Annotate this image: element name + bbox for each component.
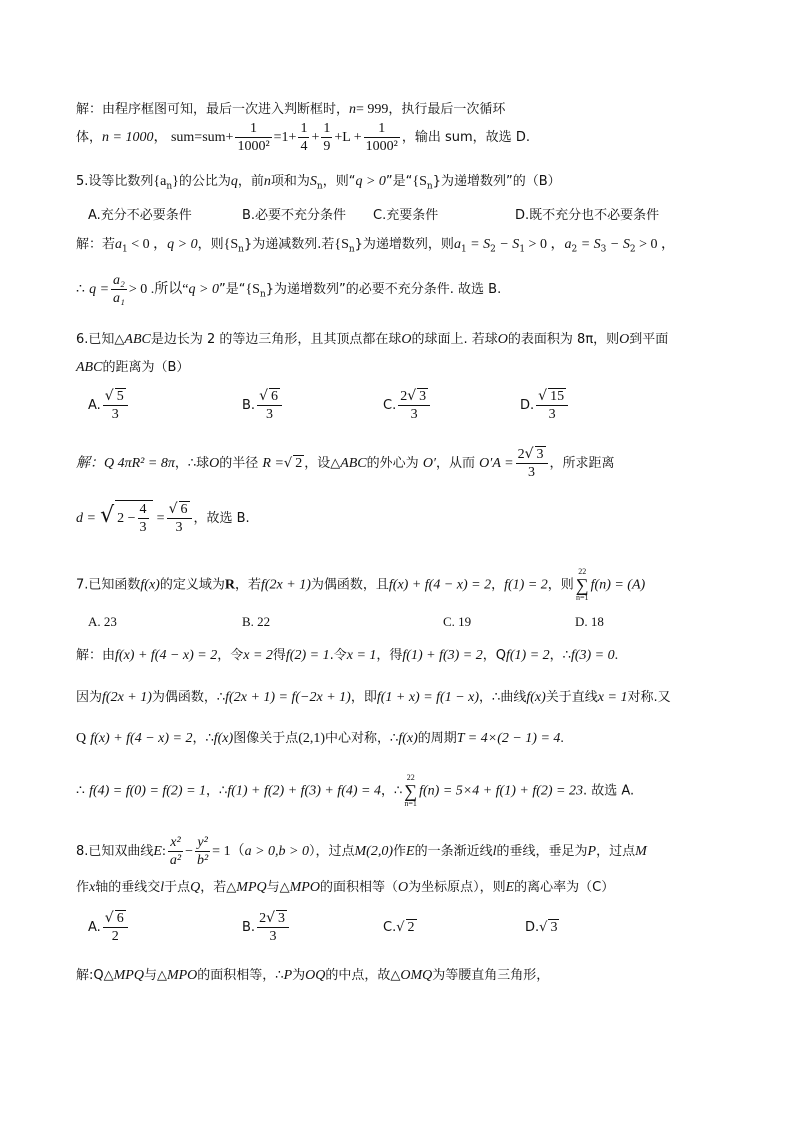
p5-option-d: D.既不充分也不必要条件 [515, 208, 660, 223]
p5-solution-line-2: ∴ q = $\frac{\text{a₂}}{\text{a₁}}$ > 0 .所以“q > 0”是“$\{S_n\}$为递增数列”的必要不充分条件. 故选 B. [76, 273, 502, 306]
p8-option-b: B. $\frac{2√ 3}{3}$ [242, 910, 291, 945]
p7-solution-line-3: Q f(x) + f(4 − x) = 2，∴f(x)图像关于点(2,1)中心对称，∴f(x)的周期T = 4×(2 − 1) = 4. [76, 731, 564, 746]
p6-option-b: B. $\frac{√ 6}{3}$ [242, 388, 284, 423]
p4-solution-line-1 [76, 98, 505, 118]
text: ，输出 sum，故选 D. [401, 130, 530, 145]
p8-question-line-2: 作x轴的垂线交l于点Q，若△MPQ与△MPO的面积相等（O为坐标原点），则E的离心率为（C） [76, 880, 615, 895]
text: ，执行最后一次循环 [388, 102, 506, 117]
p8-option-a: A. $\frac{√ 6}{2}$ [88, 910, 130, 945]
p5-option-a: A.充分不必要条件 [88, 208, 192, 223]
p7-option-c: C. 19 [443, 614, 472, 629]
math: ， sum=sum+ [153, 130, 234, 145]
p8-solution-line-1: 解:Q△MPQ与△MPO的面积相等，∴P为OQ的中点，故△OMQ为等腰直角三角形， [76, 968, 550, 983]
p7-solution-line-1: 解：由f(x) + f(4 − x) = 2，令x = 2得f(2) = 1.令x = 1，得f(1) + f(3) = 2，Qf(1) = 2，∴f(3) = 0. [76, 648, 619, 663]
p6-question-line-2: ABC的距离为（B） [76, 360, 190, 375]
p6-option-c: C. $\frac{2√ 3}{3}$ [383, 388, 432, 423]
p7-option-b: B. 22 [242, 614, 271, 629]
p7-option-a: A. 23 [88, 614, 117, 629]
p7-question: 7.已知函数f(x)的定义域为R，若f(2x + 1)为偶函数，且f(x) + f(4 − x) = 2，f(1) = 2，则 22 ∑ n=1 f(n) = (A) [76, 567, 646, 602]
p5-question: 5.设等比数列$\{a_n\}$的公比为q，前n项和为$S_n$，则“q > 0”是“$\{S_n\}$为递增数列”的（B） [76, 174, 561, 192]
p5-option-b: B.必要不充分条件 [242, 208, 347, 223]
fraction: $\frac{1}{9}$ [323, 121, 331, 154]
math: = 999 [356, 102, 389, 117]
text: 体， [76, 130, 103, 145]
p8-option-d: D.√ 3 [525, 920, 558, 935]
p5-option-c: C.充要条件 [373, 208, 439, 223]
p7-solution-line-4: ∴ f(4) = f(0) = f(2) = 1，∴f(1) + f(2) + f(3) + f(4) = 4，∴ 22 ∑ n=1 f(n) = 5×4 + f(1) + f(2) = 23. 故选 A. [76, 773, 635, 808]
p5-solution-line-1: 解：若$a_1 < 0$ ，q > 0，则$\{S_n\}$为递减数列.若$\{S_n\}$为递增数列，则$a_1 = S_2 - S_1 > 0$ ，$a_2 = S_3 - S_2 > 0$ ， [76, 237, 675, 255]
summation: 22 ∑ n=1 [575, 567, 589, 602]
math: n = 1000 [102, 130, 154, 145]
p6-option-d: D. $\frac{√ 15}{3}$ [520, 388, 570, 423]
math: +L + [334, 130, 362, 145]
fraction: $\frac{1}{\text{1000²}}$ [237, 121, 270, 154]
p6-solution-line-1: 解：Q 4πR² = 8π，∴球O的半径 R =√ 2 ，设△ABC的外心为 O′，从而 O′A = $\frac{2√ 3}{3}$ ，所求距离 [76, 446, 615, 480]
p7-option-d: D. 18 [575, 614, 604, 629]
fraction: $\frac{\text{a₂}}{\text{a₁}}$ [113, 273, 125, 306]
p6-option-a: A. $\frac{√ 5}{3}$ [88, 388, 130, 423]
p6-question-line-1: 6.已知△ABC是边长为 2 的等边三角形，且其顶点都在球O的球面上. 若球O的表面积为 8π，则O到平面 [76, 332, 669, 347]
p7-solution-line-2: 因为f(2x + 1)为偶函数，∴f(2x + 1) = f(−2x + 1)，即f(1 + x) = f(1 − x)，∴曲线f(x)关于直线x = 1对称.又 [76, 690, 671, 705]
text: 解：由程序框图可知，最后一次进入判断框时， [76, 102, 350, 117]
math: n [349, 102, 357, 117]
summation: 22 ∑ n=1 [404, 773, 418, 808]
p8-option-c: C.√ 2 [383, 920, 415, 935]
p4-solution-line-2: 体，n = 1000， sum=sum+ $\frac{1}{\text{1000²}}$ =1+ $\frac{1}{4}$ + $\frac{1}{9}$ +L + $\frac{1}{\text{1000²}}$ ，输出 sum，故选 D. [76, 121, 530, 154]
p8-question-line-1: 8.已知双曲线E: $\frac{\text{x²}}{\text{a²}}$ − $\frac{\text{y²}}{\text{b²}}$ = 1（a > 0,b > 0），过点M(2,0)作E的一条渐近线l的垂线，垂足为P，过点M [76, 835, 647, 868]
fraction: $\frac{1}{4}$ [300, 121, 308, 154]
fraction: $\frac{1}{\text{1000²}}$ [365, 121, 398, 154]
math: =1+ [273, 130, 297, 145]
p6-solution-line-2: d = √ 2 − $\frac{4}{3}$ = $\frac{√ 6}{3}$ ，故选 B. [76, 501, 250, 535]
